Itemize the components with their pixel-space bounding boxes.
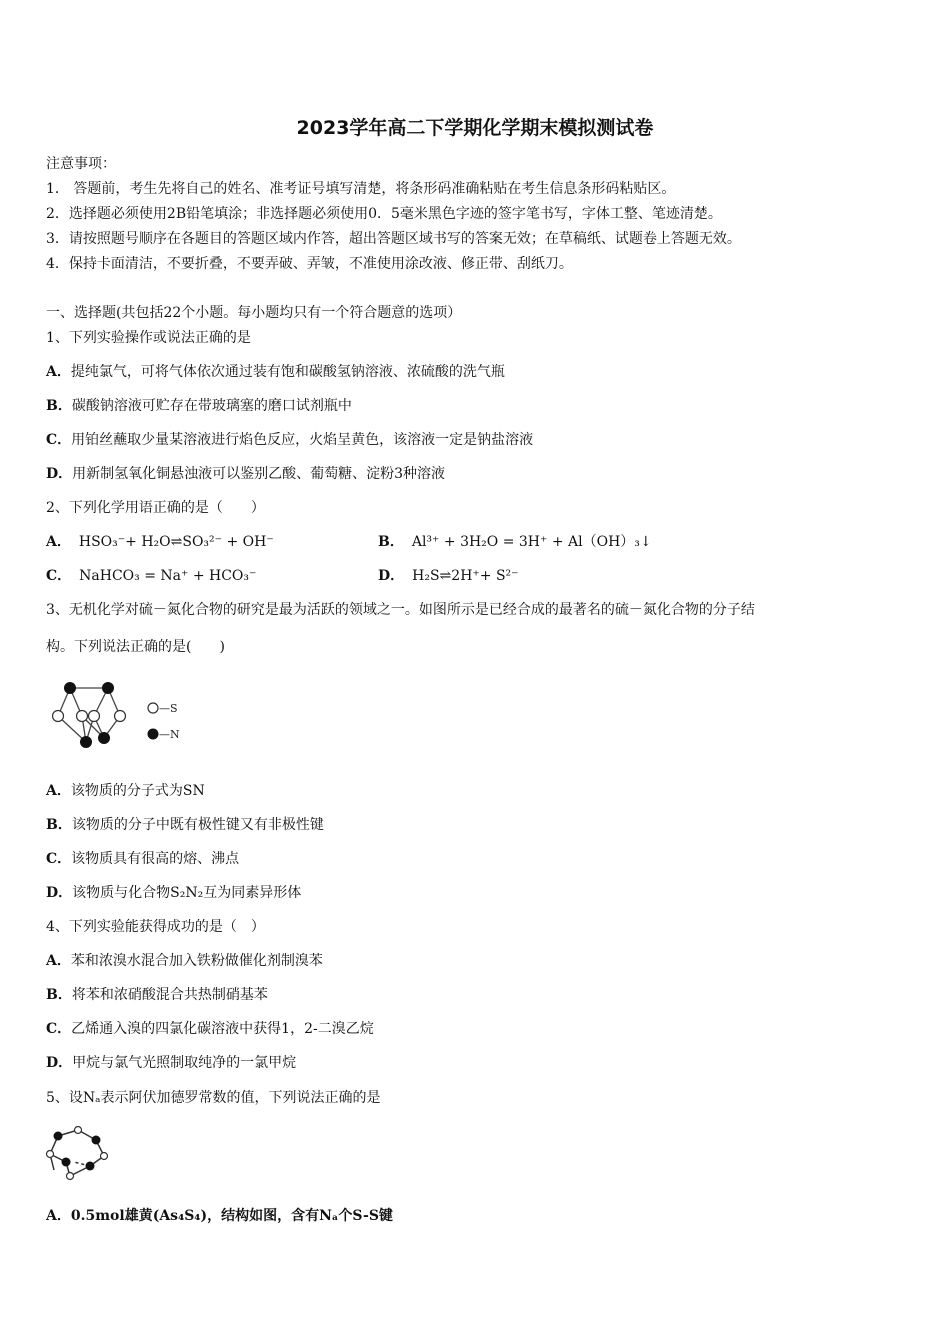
as4s4-structure-diagram bbox=[44, 1126, 116, 1184]
option-text: 碳酸钠溶液可贮存在带玻璃塞的磨口试剂瓶中 bbox=[71, 398, 352, 414]
as-atom bbox=[86, 1162, 95, 1171]
as-atom bbox=[92, 1136, 101, 1145]
option-label: C． bbox=[46, 432, 72, 448]
option-label: B． bbox=[378, 534, 404, 550]
option-label: A． bbox=[46, 783, 71, 799]
option-text: H₂S⇌2H⁺+ S²⁻ bbox=[412, 568, 519, 584]
legend-n-marker bbox=[148, 729, 159, 740]
option-row bbox=[46, 429, 533, 449]
option-label: D． bbox=[46, 1055, 73, 1071]
legend-s-text: —S bbox=[159, 702, 178, 715]
s-atom bbox=[101, 1153, 108, 1160]
option-text: 甲烷与氯气光照制取纯净的一氯甲烷 bbox=[72, 1055, 297, 1071]
option-row bbox=[46, 848, 239, 868]
option-row bbox=[46, 361, 505, 381]
option-text: 提纯氯气，可将气体依次通过装有饱和碳酸氢钠溶液、浓硫酸的洗气瓶 bbox=[70, 364, 505, 380]
option-label: C． bbox=[46, 568, 72, 584]
option-text: 该物质与化合物S₂N₂互为同素异形体 bbox=[72, 885, 302, 901]
as-atom bbox=[62, 1158, 71, 1167]
option-text: 将苯和浓硝酸混合共热制硝基苯 bbox=[71, 987, 268, 1003]
option-row bbox=[46, 1205, 393, 1225]
option-text: NaHCO₃ = Na⁺ + HCO₃⁻ bbox=[79, 568, 257, 584]
notice-heading: 注意事项： bbox=[46, 156, 116, 172]
n-atom bbox=[80, 736, 92, 748]
s-atom bbox=[115, 711, 126, 722]
option-label: A． bbox=[46, 364, 71, 380]
s-atom bbox=[67, 1173, 74, 1180]
question-stem-cont: 构。下列说法正确的是( ) bbox=[46, 639, 225, 655]
option-row bbox=[46, 395, 352, 415]
question-stem: 2、下列化学用语正确的是（ ） bbox=[46, 500, 265, 516]
notice-item: 3．请按照题号顺序在各题目的答题区域内作答，超出答题区域书写的答案无效；在草稿纸、试题卷上答题无效。 bbox=[46, 231, 741, 247]
option-row bbox=[46, 814, 324, 834]
option-label: B． bbox=[46, 987, 72, 1003]
option-text: 用新制氢氧化铜悬浊液可以鉴别乙酸、葡萄糖、淀粉3种溶液 bbox=[72, 466, 446, 482]
notice-item: 1． 答题前，考生先将自己的姓名、准考证号填写清楚，将条形码准确粘贴在考生信息条形码粘贴区。 bbox=[46, 181, 676, 197]
option-label: A． bbox=[46, 1208, 71, 1224]
option-label: A． bbox=[46, 953, 71, 969]
s-atom bbox=[89, 711, 100, 722]
option-row bbox=[46, 984, 268, 1004]
legend-s-marker bbox=[148, 703, 158, 713]
option-row bbox=[46, 882, 301, 902]
option-row bbox=[46, 950, 323, 970]
question-stem: 4、下列实验能获得成功的是（ ） bbox=[46, 919, 265, 935]
option-row bbox=[46, 1052, 296, 1072]
notice-item: 4．保持卡面清洁，不要折叠，不要弄破、弄皱，不准使用涂改液、修正带、刮纸刀。 bbox=[46, 256, 573, 272]
section-heading: 一、选择题(共包括22个小题。每小题均只有一个符合题意的选项） bbox=[46, 305, 462, 321]
as-atom bbox=[54, 1132, 63, 1141]
option-label: D． bbox=[46, 466, 73, 482]
sn-molecule-diagram bbox=[48, 676, 208, 756]
option-text: HSO₃⁻+ H₂O⇌SO₃²⁻ + OH⁻ bbox=[78, 534, 274, 550]
option-row bbox=[378, 531, 652, 551]
option-row bbox=[378, 565, 519, 585]
option-text: 乙烯通入溴的四氯化碳溶液中获得1，2-二溴乙烷 bbox=[71, 1021, 374, 1037]
legend-n-text: —N bbox=[159, 728, 180, 741]
s-atom bbox=[47, 1151, 54, 1158]
option-label: B． bbox=[46, 817, 72, 833]
option-text: 该物质的分子中既有极性键又有非极性键 bbox=[71, 817, 324, 833]
n-atom bbox=[64, 682, 76, 694]
s-atom bbox=[75, 1127, 82, 1134]
option-row bbox=[46, 463, 445, 483]
question-stem: 5、设Nₐ表示阿伏加德罗常数的值，下列说法正确的是 bbox=[46, 1090, 381, 1106]
option-label: C． bbox=[46, 851, 72, 867]
page-title: 2023学年高二下学期化学期末模拟测试卷 bbox=[296, 117, 654, 139]
option-text: 该物质的分子式为SN bbox=[70, 783, 205, 799]
option-text: 苯和浓溴水混合加入铁粉做催化剂制溴苯 bbox=[70, 953, 323, 969]
s-atom bbox=[77, 711, 88, 722]
question-stem: 1、下列实验操作或说法正确的是 bbox=[46, 330, 251, 346]
option-row bbox=[46, 1018, 374, 1038]
option-label: A． bbox=[46, 534, 71, 550]
option-text: Al³⁺ + 3H₂O = 3H⁺ + Al（OH）₃↓ bbox=[411, 534, 652, 550]
n-atom bbox=[98, 732, 110, 744]
option-label: C． bbox=[46, 1021, 72, 1037]
question-stem: 3、无机化学对硫－氮化合物的研究是最为活跃的领域之一。如图所示是已经合成的最著名的硫－氮化合物的分子结 bbox=[46, 602, 755, 618]
option-row bbox=[46, 531, 274, 551]
option-label: D． bbox=[46, 885, 73, 901]
notice-item: 2．选择题必须使用2B铅笔填涂；非选择题必须使用0．5毫米黑色字迹的签字笔书写，字体工整、笔迹清楚。 bbox=[46, 206, 722, 222]
option-row bbox=[46, 780, 205, 800]
s-atom bbox=[53, 711, 64, 722]
option-label: D． bbox=[378, 568, 405, 584]
option-text: 用铂丝蘸取少量某溶液进行焰色反应，火焰呈黄色，该溶液一定是钠盐溶液 bbox=[71, 432, 534, 448]
option-label: B． bbox=[46, 398, 72, 414]
option-text: 0.5mol雄黄(As₄S₄)，结构如图，含有Nₐ个S-S键 bbox=[70, 1208, 393, 1224]
option-row bbox=[46, 565, 256, 585]
option-text: 该物质具有很高的熔、沸点 bbox=[71, 851, 240, 867]
n-atom bbox=[102, 682, 114, 694]
